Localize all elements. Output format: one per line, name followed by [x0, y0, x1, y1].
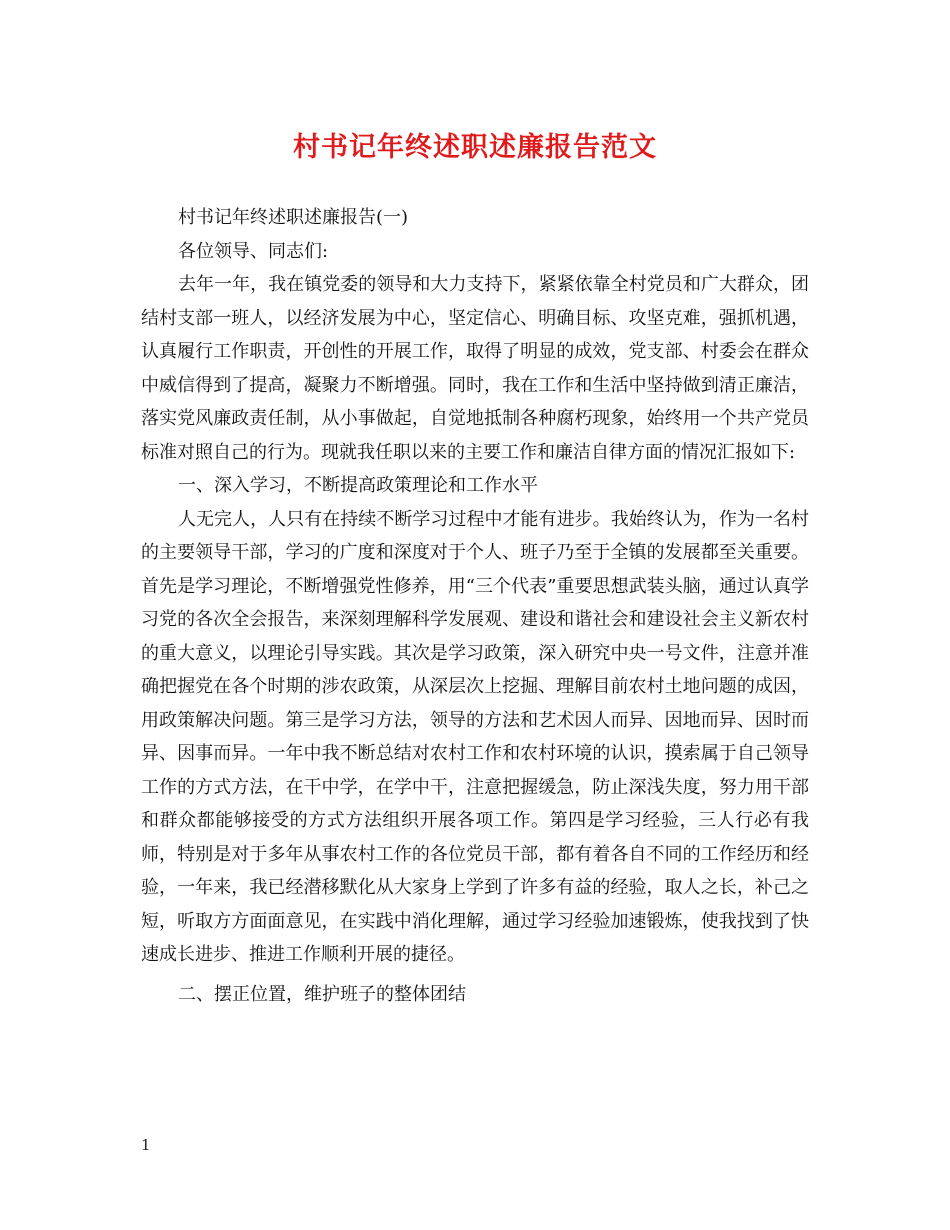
intro-paragraph: 去年一年，我在镇党委的领导和大力支持下，紧紧依靠全村党员和广大群众，团结村支部一班人，以经济发展为中心，坚定信心、明确目标、攻坚克难，强抓机遇，认真履行工作职责，开创性的开展工作，取得了明显的成效，党支部、村委会在群众中威信得到了提高，凝聚力不断增强。同时，我在工作和生活中坚持做到清正廉洁，落实党风廉政责任制，从小事做起，自觉地抵制各种腐朽现象，始终用一个共产党员标准对照自己的行为。现就我任职以来的主要工作和廉洁自律方面的情况汇报如下:: [141, 274, 809, 463]
salutation: 各位领导、同志们:: [178, 240, 329, 262]
section-heading-2: 二、摆正位置，维护班子的整体团结: [178, 983, 466, 1005]
document-body: [141, 201, 809, 1011]
report-subtitle: 村书记年终述职述廉报告(一): [178, 207, 409, 228]
document-title: 村书记年终述职述廉报告范文: [293, 132, 657, 163]
section-1-paragraph: 人无完人，人只有在持续不断学习过程中才能有进步。我始终认为，作为一名村的主要领导干部，学习的广度和深度对于个人、班子乃至于全镇的发展都至关重要。首先是学习理论，不断增强党性修养，用“三个代表”重要思想武装头脑，通过认真学习党的各次全会报告，来深刻理解科学发展观、建设和谐社会和建设社会主义新农村的重大意义，以理论引导实践。其次是学习政策，深入研究中央一号文件，注意并准确把握党在各个时期的涉农政策，从深层次上挖掘、理解目前农村土地问题的成因，用政策解决问题。第三是学习方法，领导的方法和艺术因人而异、因地而异、因时而异、因事而异。一年中我不断总结对农村工作和农村环境的认识，摸索属于自己领导工作的方式方法，在干中学，在学中干，注意把握缓急，防止深浅失度，努力用干部和群众都能够接受的方式方法组织开展各项工作。第四是学习经验，三人行必有我师，特别是对于多年从事农村工作的各位党员干部，都有着各自不同的工作经历和经验，一年来，我已经潜移默化从大家身上学到了许多有益的经验，取人之长，补己之短，听取方方面面意见，在实践中消化理解，通过学习经验加速锻炼，使我找到了快速成长进步、推进工作顺利开展的捷径。: [141, 508, 809, 965]
page-number: 1: [141, 1136, 151, 1154]
section-heading-1: 一、深入学习，不断提高政策理论和工作水平: [178, 475, 538, 496]
